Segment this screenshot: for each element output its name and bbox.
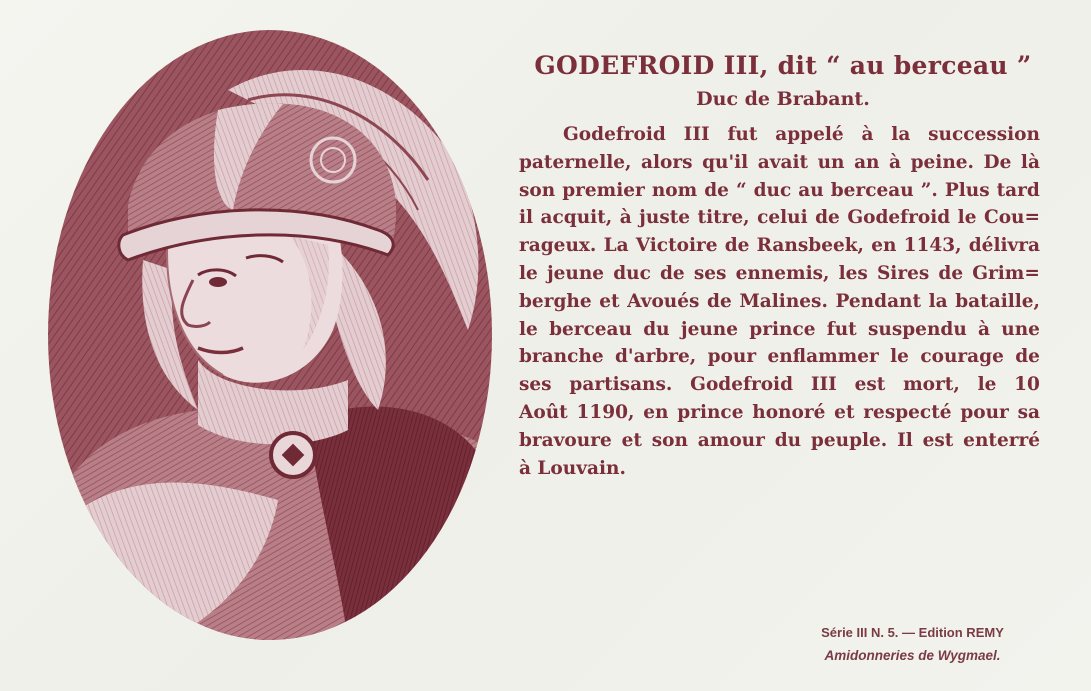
publisher-caption: Amidonneries de Wygmael. (824, 648, 1001, 663)
portrait-image (48, 30, 492, 640)
text-line: Godefroid III fut appelé à la succession (563, 124, 1040, 145)
text-line: berghe et Avoués de Malines. Pendant la bataille, (519, 290, 1040, 312)
text-line: rageux. La Victoire de Ransbeek, en 1143, délivra (519, 235, 1040, 257)
text-line: le jeune duc de ses ennemis, les Sires de Grim= (519, 262, 1040, 284)
text-line: son premier nom de “ duc au berceau ”. Plus tard (519, 179, 1040, 201)
text-line: à Louvain. (519, 457, 626, 479)
series-caption: Série III N. 5. — Edition REMY (821, 625, 1004, 640)
text-line: ses partisans. Godefroid III est mort, le 10 (519, 374, 1040, 396)
card-subtitle: Duc de Brabant. (696, 88, 870, 110)
text-line: paternelle, alors qu'il avait un an à peine. De là (519, 151, 1040, 173)
text-line: branche d'arbre, pour enflammer le courage de (519, 346, 1040, 368)
text-line: le berceau du jeune prince fut suspendu à une (519, 318, 1040, 340)
portrait-engraving (48, 30, 492, 640)
card-title: GODEFROID III, dit “ au berceau ” (534, 51, 1032, 80)
biography-text (519, 121, 1040, 482)
text-line: Août 1190, en prince honoré et respecté pour sa (519, 401, 1040, 423)
text-line: bravoure et son amour du peuple. Il est enterré (519, 429, 1040, 451)
text-line: il acquit, à juste titre, celui de Godefroid le Cou= (519, 207, 1040, 229)
